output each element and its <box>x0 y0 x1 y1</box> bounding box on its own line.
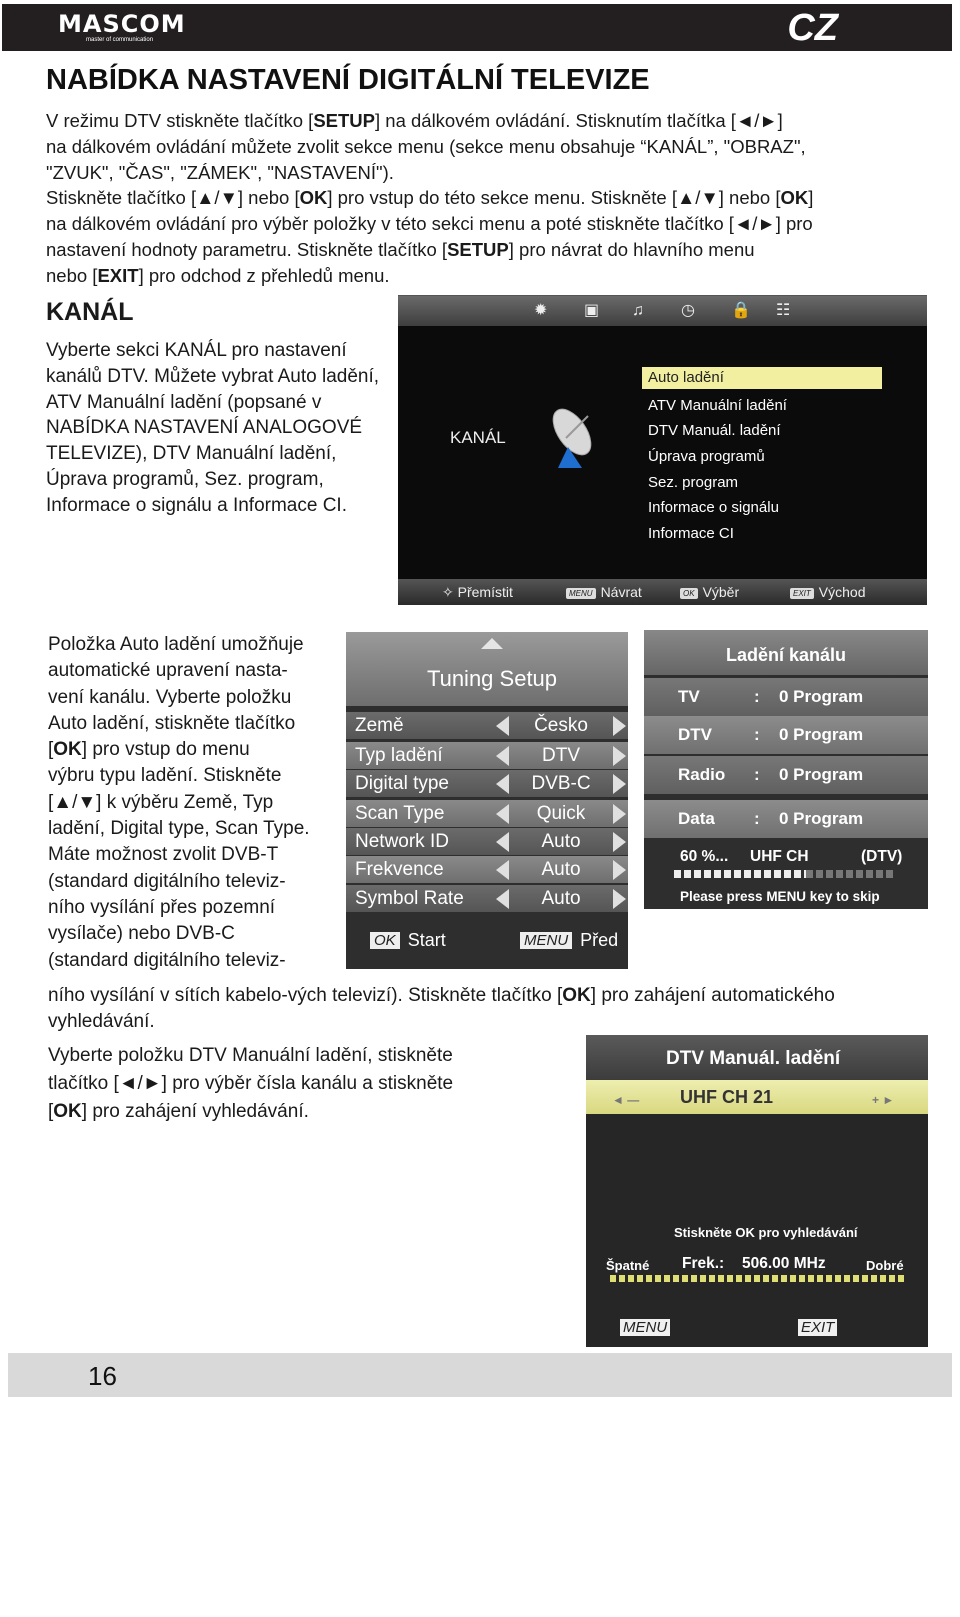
prev-hint[interactable]: MENU Před <box>520 929 618 951</box>
satellite-dish-icon <box>544 402 604 472</box>
brand-logo: MASCOM <box>58 10 186 38</box>
arrow-right-icon[interactable] <box>613 716 626 736</box>
arrow-right-icon[interactable] <box>613 774 626 794</box>
section-heading-kanal: KANÁL <box>46 298 134 326</box>
frequency-value: 506.00 MHz <box>742 1255 826 1272</box>
frequency-label: Frek.: <box>682 1255 725 1272</box>
scan-progress-text: 60 %... <box>680 848 729 865</box>
exit-key-badge: EXIT <box>798 1319 837 1336</box>
menu-key-badge: MENU <box>566 588 596 599</box>
menu-key-badge: MENU <box>520 932 572 949</box>
channel-selector[interactable] <box>586 1080 928 1114</box>
select-hint: OK Výběr <box>680 584 739 600</box>
page-title: NABÍDKA NASTAVENÍ DIGITÁLNÍ TELEVIZE <box>46 64 650 96</box>
menu-section-label: KANÁL <box>450 428 506 447</box>
scan-row-tv: TV : 0 Program <box>644 678 928 716</box>
menu-item-auto-tuning[interactable]: Auto ladění <box>642 367 882 389</box>
setup-row-digital-type[interactable]: Digital type DVB-C <box>346 770 628 797</box>
scan-band: UHF CH <box>750 848 809 865</box>
menu-footer <box>398 579 927 605</box>
dtv-manual-title: DTV Manuál. ladění <box>666 1048 841 1069</box>
menu-item-dtv-manual[interactable]: DTV Manuál. ladění <box>648 422 781 440</box>
channel-value: UHF CH 21 <box>680 1087 774 1107</box>
auto-tuning-description-cont: ního vysílání v sítích kabelo-vých televizí). Stiskněte tlačítko [OK] pro zahájení automatického vyhledávání. <box>48 985 835 1032</box>
menu-item-signal-info[interactable]: Informace o signálu <box>648 499 779 517</box>
scan-title: Ladění kanálu <box>725 645 847 665</box>
exit-hint[interactable]: EXIT Východ <box>798 1315 843 1337</box>
arrow-right-icon[interactable] <box>613 860 626 880</box>
music-icon[interactable]: ♫ <box>632 302 644 319</box>
start-hint[interactable]: OK Start <box>370 929 446 951</box>
move-icon: ✧ <box>442 584 454 600</box>
ok-key-badge: OK <box>370 932 400 949</box>
dtv-manual-header <box>586 1035 928 1080</box>
setup-row-country[interactable]: Země Česko <box>346 712 628 739</box>
arrow-right-icon[interactable] <box>613 746 626 766</box>
move-hint: ✧ Přemístit <box>442 584 513 600</box>
arrow-right-icon[interactable] <box>613 832 626 852</box>
tv-screen-dtv-manual <box>586 1035 928 1616</box>
arrow-up-icon <box>481 638 503 649</box>
tv-screen-channel-scan <box>644 630 928 909</box>
increase-control[interactable]: + ► <box>872 1093 895 1107</box>
settings-icon[interactable]: ☷ <box>776 302 791 319</box>
scan-header <box>644 630 928 675</box>
intro-paragraph: V režimu DTV stiskněte tlačítko [SETUP] na dálkovém ovládání. Stisknutím tlačítka [◄/►] na dálkovém ovládání můžete zvolit sekce menu (sekce menu obsahuje “KANÁL”, "OBRAZ", "ZVUK", "ČAS", "ZÁMEK", "NASTAVENÍ"). Stiskněte tlačítko [▲/▼] nebo [OK] pro vstup do této sekce menu. Stiskněte [▲/▼] nebo [OK] na dálkovém ovládání pro výběr položky v této sekci menu a poté stiskněte tlačítko [◄/►] pro nastavení hodnoty parametru. Stiskněte tlačítko [SETUP] pro návrat do hlavního menu nebo [EXIT] pro odchod z přehledů menu. <box>46 110 814 286</box>
tuning-setup-header <box>346 632 628 706</box>
signal-bad-label: Špatné <box>606 1258 650 1273</box>
scan-skip-hint: Please press MENU key to skip <box>680 889 880 904</box>
menu-item-schedule[interactable]: Sez. program <box>648 473 739 491</box>
scan-row-data: Data : 0 Program <box>644 800 928 838</box>
scan-row-dtv: DTV : 0 Program <box>644 716 928 754</box>
menu-icon-bar <box>398 296 927 326</box>
exit-key-badge: EXIT <box>790 588 814 599</box>
decrease-control[interactable]: ◄ — <box>612 1093 640 1107</box>
menu-item-ci-info[interactable]: Informace CI <box>648 525 734 543</box>
menu-item-program-edit[interactable]: Úprava programů <box>648 448 765 466</box>
gear-icon[interactable]: ✹ <box>534 302 548 319</box>
back-hint: MENU Návrat <box>566 584 642 600</box>
page-footer-bar <box>8 1353 952 1397</box>
language-code: CZ <box>787 7 838 49</box>
monitor-icon[interactable]: ▣ <box>584 302 600 319</box>
search-hint: Stiskněte OK pro vyhledávání <box>674 1225 858 1240</box>
page-number: 16 <box>88 1361 117 1391</box>
arrow-right-icon[interactable] <box>613 889 626 909</box>
scan-progress-remaining <box>806 870 894 878</box>
dtv-manual-description: Vyberte položku DTV Manuální ladění, stiskněte tlačítko [◄/►] pro výběr čísla kanálu a stiskněte [OK] pro zahájení vyhledávání. <box>48 1045 454 1122</box>
tuning-setup-title: Tuning Setup <box>426 666 558 691</box>
arrow-right-icon[interactable] <box>613 804 626 824</box>
auto-tuning-description: Položka Auto ladění umožňuje automatické upravení nasta- vení kanálu. Vyberte položku Auto ladění, stiskněte tlačítko [OK] pro vstup do menu výbru typu ladění. Stiskněte [▲/▼] k výběru Země, Typ ladění, Digital type, Scan Type. Máte možnost zvolit DVB-T (standard digitálního televiz- ního vysílání přes pozemní vysílače) nebo DVB-C (standard digitálního televiz- <box>48 634 310 971</box>
menu-key-badge: MENU <box>620 1319 670 1336</box>
exit-hint: EXIT Východ <box>790 584 865 600</box>
menu-item-atv-manual[interactable]: ATV Manuální ladění <box>648 396 787 414</box>
signal-good-label: Dobré <box>866 1258 904 1273</box>
setup-row-scan-type[interactable]: Scan Type Quick <box>346 800 628 827</box>
clock-icon[interactable]: ◷ <box>681 302 695 319</box>
scan-mode: (DTV) <box>861 848 903 865</box>
prev-hint[interactable]: MENU Před <box>620 1315 676 1337</box>
brand-tagline: master of communication <box>86 37 154 43</box>
setup-row-tune-type[interactable]: Typ ladění DTV <box>346 742 628 769</box>
lock-icon[interactable]: 🔒 <box>731 302 751 319</box>
setup-row-frequency[interactable]: Frekvence Auto <box>346 856 628 883</box>
scan-row-radio: Radio : 0 Program <box>644 756 928 794</box>
setup-row-network-id[interactable]: Network ID Auto <box>346 828 628 855</box>
channel-menu-list <box>642 367 882 547</box>
signal-strength-bar <box>610 1275 906 1282</box>
header-bar <box>2 4 952 51</box>
ok-key-badge: OK <box>680 588 698 599</box>
kanal-description: Vyberte sekci KANÁL pro nastavení kanálů DTV. Můžete vybrat Auto ladění, ATV Manuální ladění (popsané v NABÍDKA NASTAVENÍ ANALOGOVÉ TELEVIZE), DTV Manuální ladění, Úprava programů, Sez. program, Informace o signálu a Informace CI. <box>46 340 380 516</box>
tv-screen-channel-menu <box>398 295 927 605</box>
setup-row-symbol-rate[interactable]: Symbol Rate Auto <box>346 885 628 912</box>
tv-screen-tuning-setup <box>346 632 628 969</box>
